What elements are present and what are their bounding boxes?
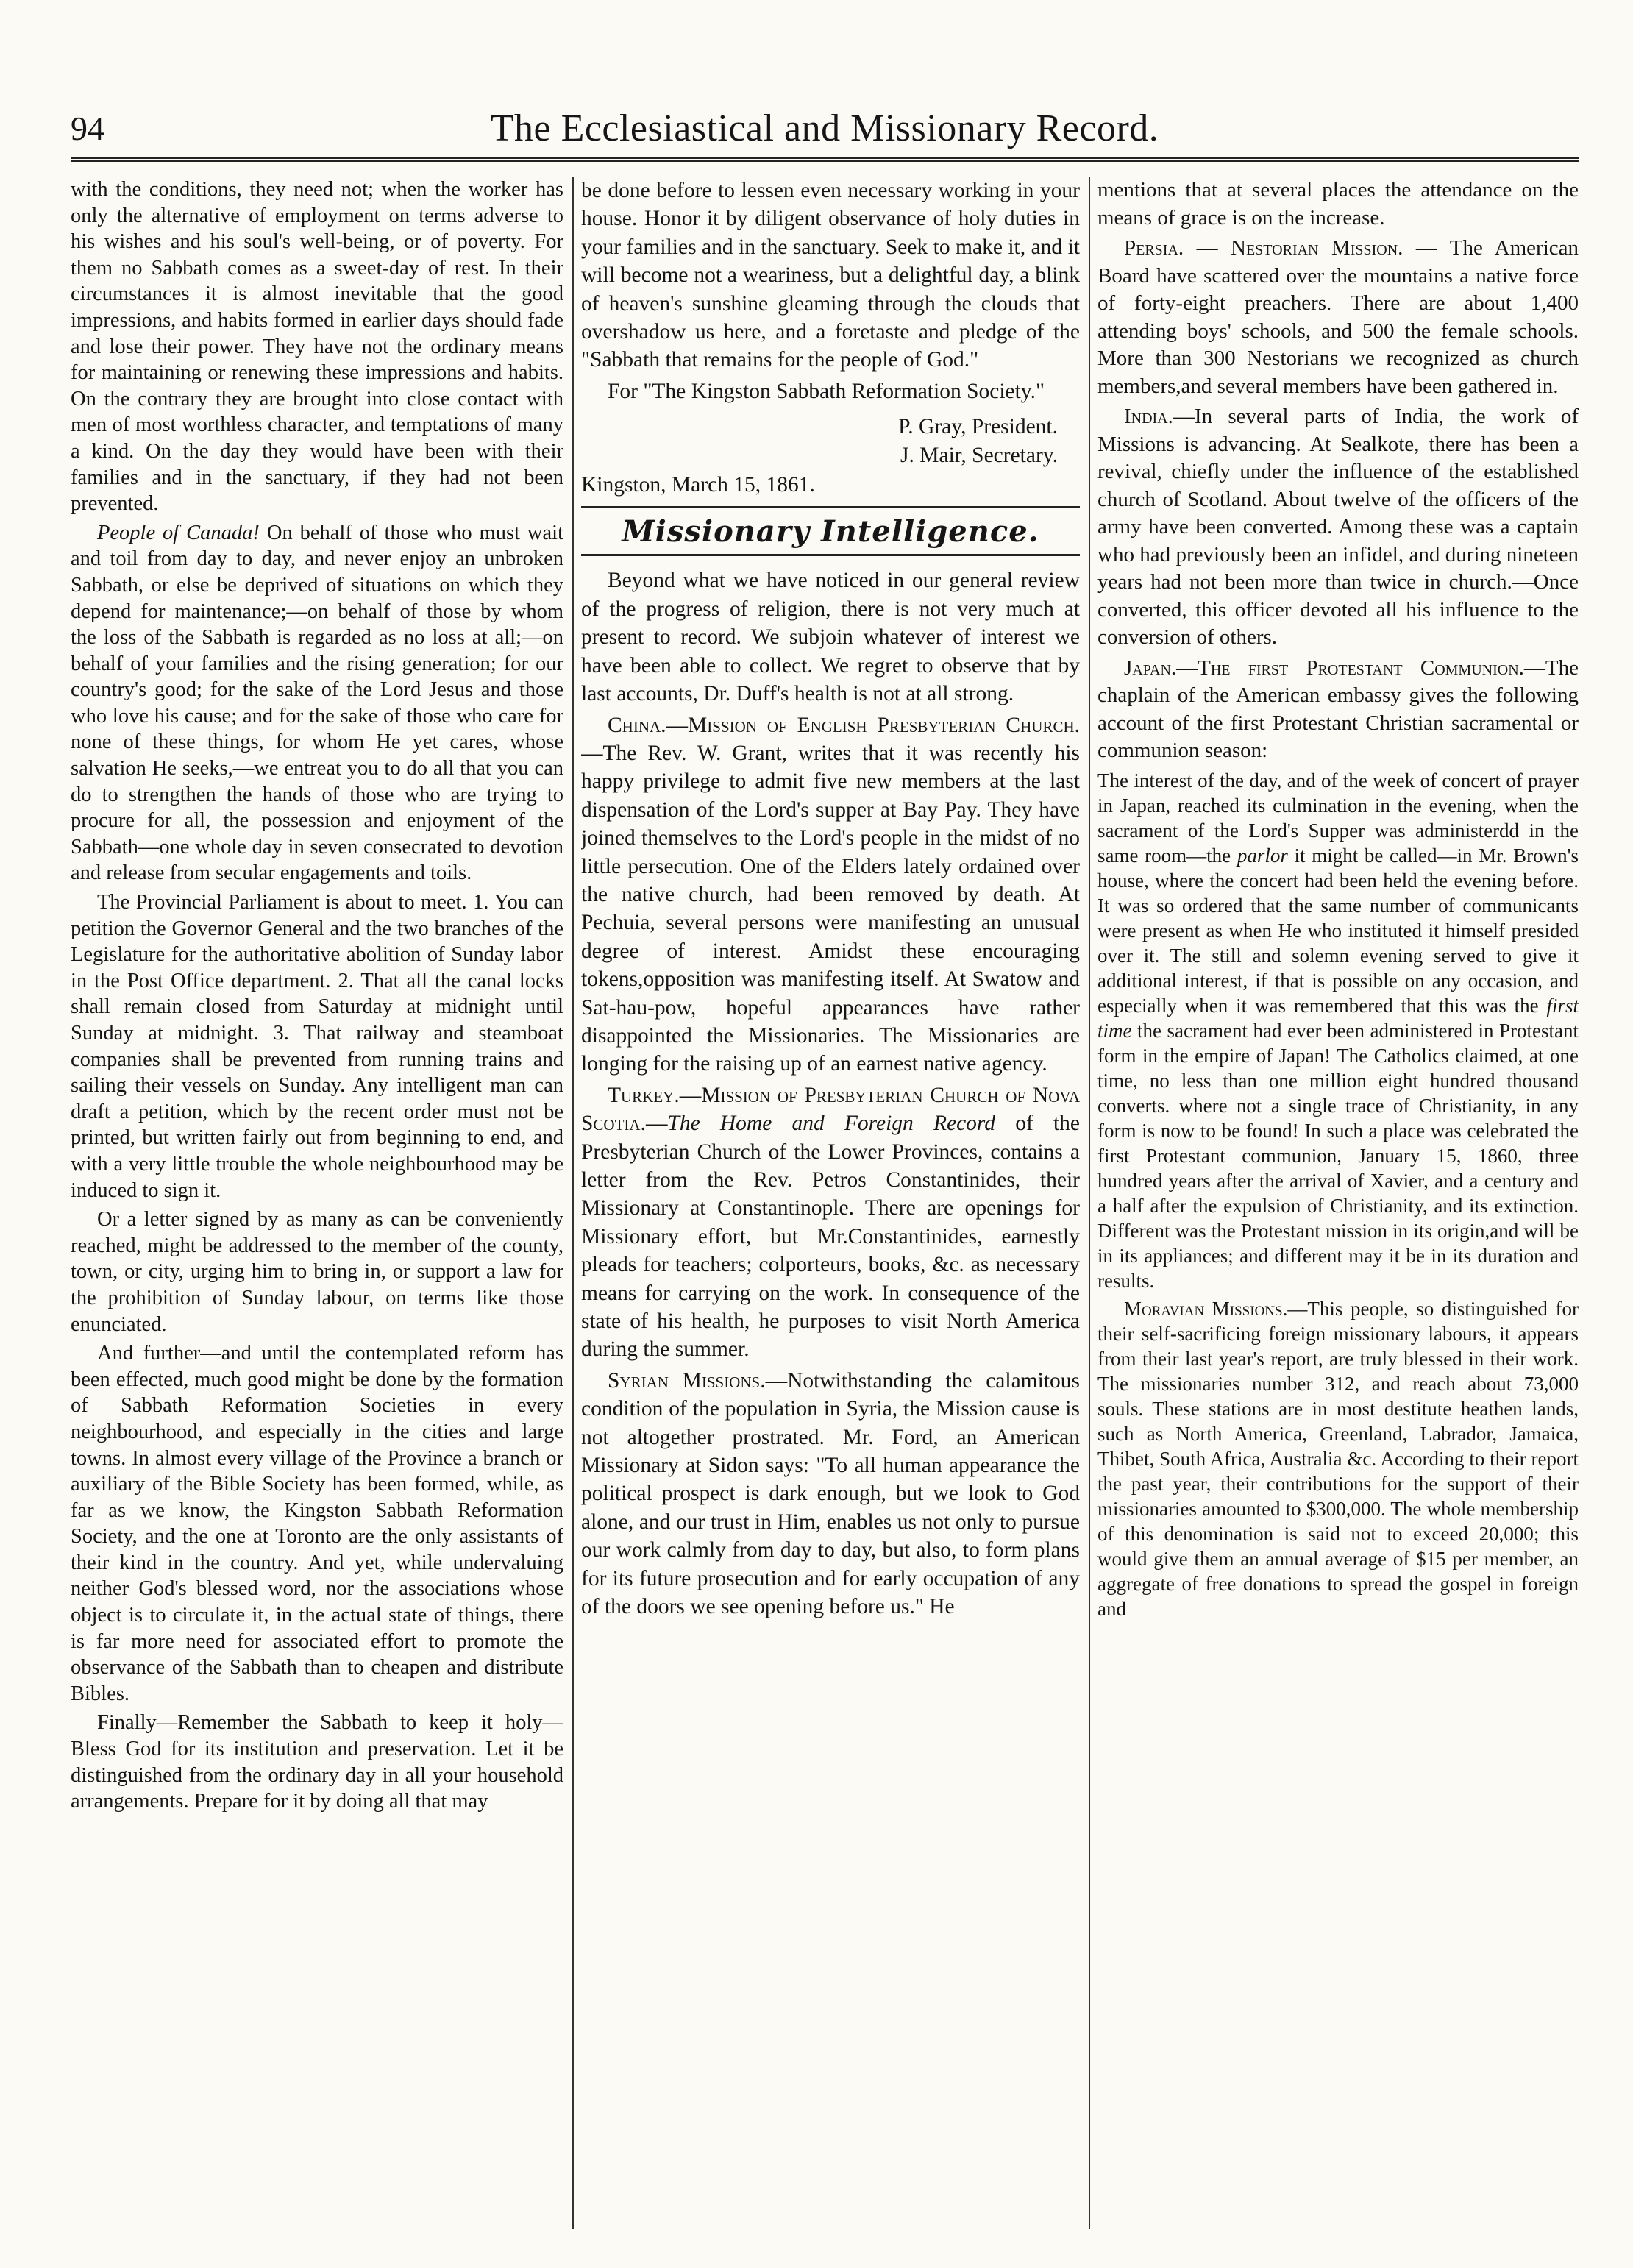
paragraph-lead: Japan.—The first Protestant Communion.	[1124, 655, 1524, 680]
paragraph-lead: Persia. — Nestorian Mission.	[1124, 236, 1403, 260]
column-divider	[572, 177, 574, 2229]
quote-emphasis: parlor	[1237, 844, 1288, 867]
quote-text: The interest of the day, and of the week of concert of prayer in Japan, reached its culmination in the evening, when the sacrament of the Lord's Supper was administerdd in the same room—the	[1097, 769, 1579, 867]
paragraph-text: — The American Board have scattered over the mountains a native force of forty-eight preachers. There are about 1,400 attending boys' schools, and 500 the female schools. More than 300 Nestorians we recognized as church members,and several members have been gathered in.	[1097, 236, 1579, 398]
signature-president: P. Gray, President.	[898, 415, 1058, 439]
paragraph: Or a letter signed by as many as can be conveniently reached, might be addressed to the member of the county, town, or city, urging him to bring in, or support a law for the prohibition of Sunday labour, on terms like those enunciated.	[71, 1208, 563, 1336]
paragraph: with the conditions, they need not; when the worker has only the alternative of employment on terms adverse to his wishes and his soul's well-being, or of poverty. For them no Sabbath comes as a sweet-day of rest. In their circumstances it is almost inevitable that the good impressions, and habits formed in earlier days should fade and lose their power. They have not the ordinary means for maintaining or renewing these impressions and habits. On the contrary they are brought into close contact with men of most worthless character, and temptations of many a kind. On the day they would have been with their families and in the sanctuary, if they had not been prevented.	[71, 178, 563, 516]
society-attribution: For "The Kingston Sabbath Reformation Society."	[608, 379, 1045, 403]
paragraph: And further—and until the contemplated reform has been effected, much good might be done by the formation of Sabbath Reformation Societies in every neighbourhood, and especially in the cities and large towns. In almost every village of the Province a branch or auxiliary of the Bible Society has been formed, while, as far as we know, the Kingston Sabbath Reformation Society, and the one at Toronto are the only assistants of their kind in the country. And yet, while undervaluing neither God's blessed word, nor the associations whose object is to circulate it, in the actual state of things, there is far more need for associated effort to promote the observance of the Sabbath than to cheapen and distribute Bibles.	[71, 1342, 563, 1705]
column-3	[1097, 177, 1579, 2229]
paragraph-lead: People of Canada!	[97, 521, 260, 544]
running-title: The Ecclesiastical and Missionary Record.	[490, 107, 1159, 149]
paragraph-text: —In several parts of India, the work of Missions is advancing. At Sealkote, there has been a revival, chiefly under the influence of the established church of Scotland. About twelve of the officers of the army have been converted. Among these was a captain who had previously been an infidel, and during nineteen years had not been more than twice in church.—Once converted, this officer devoted all his influence to the conversion of others.	[1097, 405, 1579, 649]
signature-block	[581, 413, 1080, 469]
paragraph	[581, 711, 1080, 1078]
column-1	[71, 177, 563, 2229]
quote-text: the sacrament had ever been administered in Protestant form in the empire of Japan! The Catholics claimed, at one time, no less than one million eight hundred thousand converts. where not a single trace of Christianity, in any form is now to be found! In such a place was celebrated the first Protestant communion, January 15, 1860, three hundred years after the arrival of Xavier, and a century and a half after the expulsion of Christianity, and its extinction. Different was the Protestant mission in its origin,and will be in its appliances; and different may it be in its duration and results.	[1097, 1019, 1579, 1292]
paragraph	[581, 1367, 1080, 1621]
paragraph	[1097, 235, 1579, 400]
column-2	[581, 177, 1080, 2229]
paragraph-lead: Turkey.—Mission of Presbyterian Church of Nova Scotia.	[581, 1083, 1080, 1136]
paragraph-text: On behalf of those who must wait and toil from day to day, and never enjoy an unbroken Sabbath, or else be deprived of situations on which they depend for maintenance;—on behalf of those by whom the loss of the Sabbath is regarded as no loss at all;—on behalf of your families and the rising generation; for our country's good; for the sake of the Lord Jesus and those who love his cause; and for the sake of those who care for none of these things, for whom He yet cares, whose salvation He seeks,—we entreat you to do all that you can do to strengthen the hands of those who are trying to procure for all, the possession and enjoyment of the Sabbath—one whole day in seven consecrated to devotion and release from secular engagements and toils.	[71, 521, 563, 885]
paragraph: The Provincial Parliament is about to meet. 1. You can petition the Governor General and the two branches of the Legislature for the authoritative abolition of Sunday labor in the Post Office department. 2. That all the canal locks shall remain closed from Saturday at midnight until Sunday at midnight. 3. That railway and steamboat companies shall be prevented from running trains and sailing their vessels on Sunday. Any intelligent man can draft a petition, which by the recent order must not be printed, but written fairly out from beginning to end, and with a very little trouble the whole neighbourhood may be induced to sign it.	[71, 891, 563, 1202]
header-rule	[71, 157, 1579, 162]
paragraph-lead: China.—Mission of English Presbyterian Church.	[608, 713, 1080, 737]
paragraph: mentions that at several places the attendance on the means of grace is on the increase.	[1097, 178, 1579, 230]
paragraph-text: —The chaplain of the American embassy gives the following account of the first Protestant Christian sacramental or communion season:	[1097, 655, 1579, 762]
publication-title: The Home and Foreign Record	[667, 1112, 996, 1136]
paragraph	[1097, 403, 1579, 652]
paragraph: Turkey.—Mission of Presbyterian Church of Nova Scotia.—The Home and Foreign Record of the Presbyterian Church of the Lower Provinces, contains a letter from the Rev. Petros Constantinides, their Missionary at Constantinople. There are openings for Missionary effort, but Mr.Constantinides, earnestly pleads for teachers; colporteurs, books, &c. as necessary means for carrying on the work. In consequence of the state of his health, he purposes to visit North America during the summer.	[581, 1083, 1080, 1362]
section-heading: Missionary Intelligence.	[581, 506, 1080, 556]
paragraph: Beyond what we have noticed in our general review of the progress of religion, there is not very much at present to record. We subjoin whatever of interest we have been able to collect. We regret to observe that by last accounts, Dr. Duff's health is not at all strong.	[581, 569, 1080, 706]
dateline: Kingston, March 15, 1861.	[581, 473, 815, 497]
paragraph: be done before to lessen even necessary working in your house. Honor it by diligent observance of holy duties in your families and in the sanctuary. Seek to make it, and it will become not a weariness, but a delightful day, a blink of heaven's sunshine gleaming through the clouds that overshadow us here, and a foretaste and pledge of the "Sabbath that remains for the people of God."	[581, 179, 1080, 372]
signature-secretary: J. Mair, Secretary.	[900, 443, 1058, 467]
paragraph-text: —The Rev. W. Grant, writes that it was recently his happy privilege to admit five new members at the last dispensation of the Lord's supper at Bay Pay. They have joined themselves to the Lord's people in the midst of no little persecution. One of the Elders lately ordained over the native church, had been removed by death. At Pechuia, several persons were manifesting an unusual degree of interest. Amidst these encouraging tokens,opposition was manifesting itself. At Swatow and Sat-hau-pow, hopeful appearances have rather disappointed the Missionaries. The Missionaries are longing for the raising up of an earnest native agency.	[581, 741, 1080, 1076]
paragraph	[1097, 655, 1579, 765]
page-number: 94	[71, 110, 104, 147]
quoted-account	[1097, 768, 1579, 1293]
paragraph-lead: Moravian Missions.	[1124, 1297, 1288, 1320]
paragraph-lead: India.	[1124, 405, 1173, 428]
column-divider	[1089, 177, 1090, 2229]
quote-emphasis: first time	[1097, 994, 1579, 1042]
paragraph-text: —This people, so distinguished for their self-sacrificing foreign missionary labours, it appears from their last year's report, are truly blessed in their work. The missionaries number 312, and reach about 73,000 souls. These stations are in most destitute heathen lands, such as North America, Greenland, Labrador, Jamaica, Thibet, South Africa, Australia &c. According to their report the past year, their contributions for the support of their missionaries amounted to $300,000. The whole membership of this denomination is said not to exceed 20,000; this would give them an annual average of $15 per member, an aggregate of free donations to spread the gospel in foreign and	[1097, 1297, 1579, 1620]
paragraph	[1097, 1296, 1579, 1621]
paragraph-lead: Syrian Missions.	[608, 1368, 766, 1393]
paragraph-text: of the Presbyterian Church of the Lower Provinces, contains a letter from the Rev. Petros Constantinides, their Missionary at Constantinople. There are openings for Missionary effort, but Mr.Constantinides, earnestly pleads for teachers; colporteurs, books, &c. as necessary means for carrying on the work. In consequence of the state of his health, he purposes to visit North America during the summer.	[581, 1112, 1080, 1362]
quote-text: it might be called—in Mr. Brown's house, where the concert had been held the evening before. It was so ordered that the same number of communicants were present as when He who instituted it himself presided over it. The still and solemn evening served to give it additional interest, if that is possible on any occasion, and especially when it was remembered that this was the	[1097, 844, 1579, 1017]
paragraph-text: —Notwithstanding the calamitous condition of the population in Syria, the Mission cause is not altogether prostrated. Mr. Ford, an American Missionary at Sidon says: "To all human appearance the political prospect is dark enough, but we look to God alone, and our trust in Him, enables us not only to pursue our work calmly from day to day, but also, to form plans for its future prosecution and for early occupation of any of the doors we see opening before us." He	[581, 1368, 1080, 1619]
paragraph: Finally—Remember the Sabbath to keep it holy—Bless God for its institution and preservation. Let it be distinguished from the ordinary day in all your household arrangements. Prepare for it by doing all that may	[71, 1711, 563, 1813]
page-header	[71, 103, 1579, 154]
paragraph	[71, 520, 563, 886]
